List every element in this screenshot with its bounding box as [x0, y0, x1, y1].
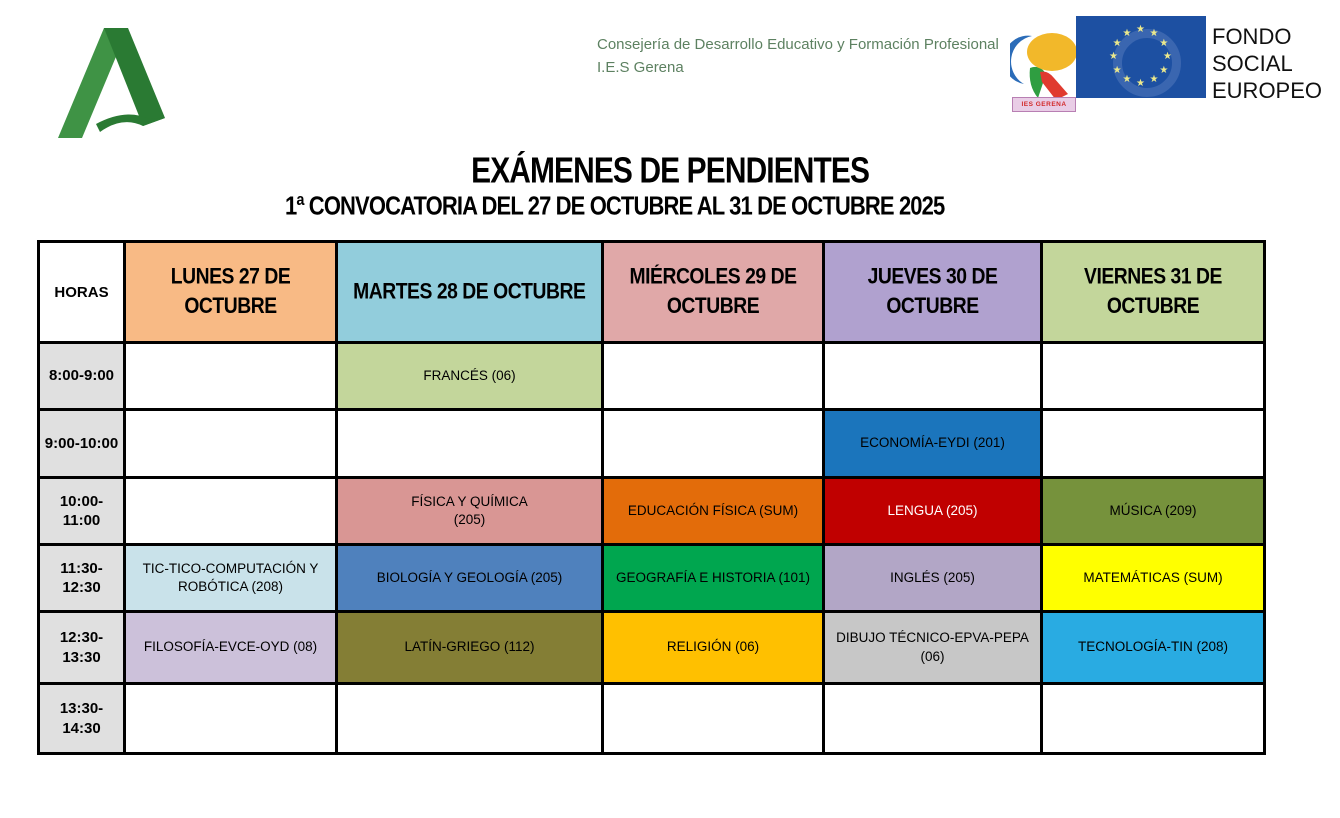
exam-cell: [824, 410, 1042, 478]
exam-cell: [125, 545, 337, 612]
fse-line2: SOCIAL: [1212, 50, 1293, 76]
exam-cell: [337, 343, 603, 410]
exam-cell: [1042, 478, 1265, 545]
empty-cell: [125, 684, 337, 754]
eu-star-icon: ★: [1149, 27, 1159, 39]
time-cell: 12:30-13:30: [39, 612, 125, 684]
horas-header: HORAS: [39, 242, 125, 343]
time-cell: 8:00-9:00: [39, 343, 125, 410]
day-header-label: MARTES 28 DE OCTUBRE: [353, 279, 586, 304]
empty-cell: [337, 684, 603, 754]
empty-cell: [603, 343, 824, 410]
exam-label: FILOSOFÍA-EVCE-OYD (08): [143, 639, 318, 655]
eu-star-icon: ★: [1159, 37, 1169, 49]
exam-label: DIBUJO TÉCNICO-EPVA-PEPA (06): [836, 630, 1029, 664]
eu-star-icon: ★: [1112, 37, 1122, 49]
empty-cell: [337, 410, 603, 478]
timetable-body: [39, 343, 1265, 754]
time-cell: 10:00-11:00: [39, 478, 125, 545]
exam-label: GEOGRAFÍA E HISTORIA (101): [615, 569, 811, 585]
empty-cell: [1042, 343, 1265, 410]
table-row: [39, 478, 1265, 545]
eu-star-icon: ★: [1159, 64, 1169, 76]
exam-label: BIOLOGÍA Y GEOLOGÍA (205): [376, 569, 563, 585]
eu-star-icon: ★: [1149, 74, 1159, 86]
eu-star-icon: ★: [1163, 51, 1172, 62]
eu-star-icon: ★: [1109, 51, 1118, 62]
time-cell: 9:00-10:00: [39, 410, 125, 478]
consejeria-line2: I.E.S Gerena: [597, 59, 684, 77]
exam-label: LATÍN-GRIEGO (112): [404, 639, 535, 655]
empty-cell: [824, 684, 1042, 754]
day-header-miercoles: [603, 242, 824, 343]
table-row: [39, 545, 1265, 612]
eu-flag-icon: [1076, 16, 1206, 98]
fse-line3: EUROPEO: [1212, 77, 1323, 103]
table-row: [39, 612, 1265, 684]
table-row: [39, 410, 1265, 478]
fse-line1: FONDO: [1212, 24, 1292, 49]
day-header-lunes: [125, 242, 337, 343]
day-header-label: JUEVES 30 DE OCTUBRE: [867, 264, 998, 319]
exam-cell: [603, 478, 824, 545]
empty-cell: [125, 343, 337, 410]
eu-star-icon: ★: [1112, 64, 1122, 76]
eu-star-icon: ★: [1136, 24, 1145, 35]
eu-star-icon: ★: [1122, 74, 1132, 86]
exam-cell: [824, 612, 1042, 684]
empty-cell: [603, 410, 824, 478]
fse-text: [1212, 24, 1322, 104]
time-cell: 11:30-12:30: [39, 545, 125, 612]
exam-label: MATEMÁTICAS (SUM): [1083, 569, 1223, 585]
exam-cell: [603, 545, 824, 612]
exam-timetable: [37, 240, 1266, 755]
exam-cell: [1042, 612, 1265, 684]
time-cell: 13:30-14:30: [39, 684, 125, 754]
exam-cell: [337, 612, 603, 684]
empty-cell: [125, 478, 337, 545]
exam-label: INGLÉS (205): [890, 569, 975, 585]
exam-label: FÍSICA Y QUÍMICA (205): [411, 493, 528, 527]
day-header-label: LUNES 27 DE OCTUBRE: [170, 264, 291, 319]
junta-andalucia-logo-icon: [52, 20, 170, 142]
day-header-martes: [337, 242, 603, 343]
exam-label: ECONOMÍA-EYDI (201): [860, 435, 1005, 451]
table-row: [39, 343, 1265, 410]
consejeria-text: [597, 33, 999, 80]
exam-label: TECNOLOGÍA-TIN (208): [1077, 639, 1229, 655]
exam-cell: [824, 478, 1042, 545]
empty-cell: [1042, 684, 1265, 754]
exam-label: LENGUA (205): [887, 502, 978, 518]
day-header-jueves: [824, 242, 1042, 343]
day-header-label: MIÉRCOLES 29 DE OCTUBRE: [629, 264, 797, 319]
empty-cell: [603, 684, 824, 754]
table-row: [39, 684, 1265, 754]
exam-label: TIC-TICO-COMPUTACIÓN Y ROBÓTICA (208): [142, 560, 319, 594]
day-header-label: VIERNES 31 DE OCTUBRE: [1084, 264, 1222, 319]
exam-cell: [1042, 545, 1265, 612]
exam-cell: [337, 545, 603, 612]
exam-label: EDUCACIÓN FÍSICA (SUM): [627, 502, 799, 518]
ies-gerena-logo-icon: [1010, 26, 1080, 116]
eu-star-icon: ★: [1122, 27, 1132, 39]
empty-cell: [824, 343, 1042, 410]
empty-cell: [125, 410, 337, 478]
exam-cell: [337, 478, 603, 545]
header-row: [39, 242, 1265, 343]
day-header-viernes: [1042, 242, 1265, 343]
exam-cell: [125, 612, 337, 684]
empty-cell: [1042, 410, 1265, 478]
page-subtitle: 1ª CONVOCATORIA DEL 27 DE OCTUBRE AL 31 DE OCTUBRE 2025: [285, 191, 945, 221]
exam-cell: [603, 612, 824, 684]
exam-cell: [824, 545, 1042, 612]
consejeria-line1: Consejería de Desarrollo Educativo y Formación Profesional: [597, 36, 999, 53]
exam-label: MÚSICA (209): [1109, 502, 1197, 518]
page-title: EXÁMENES DE PENDIENTES: [471, 151, 869, 191]
exam-label: RELIGIÓN (06): [666, 639, 760, 655]
exam-label: FRANCÉS (06): [423, 367, 516, 383]
eu-star-icon: ★: [1136, 78, 1145, 89]
eu-flag-ring: [1113, 29, 1181, 97]
ies-gerena-label: IES GERENA: [1012, 97, 1076, 112]
